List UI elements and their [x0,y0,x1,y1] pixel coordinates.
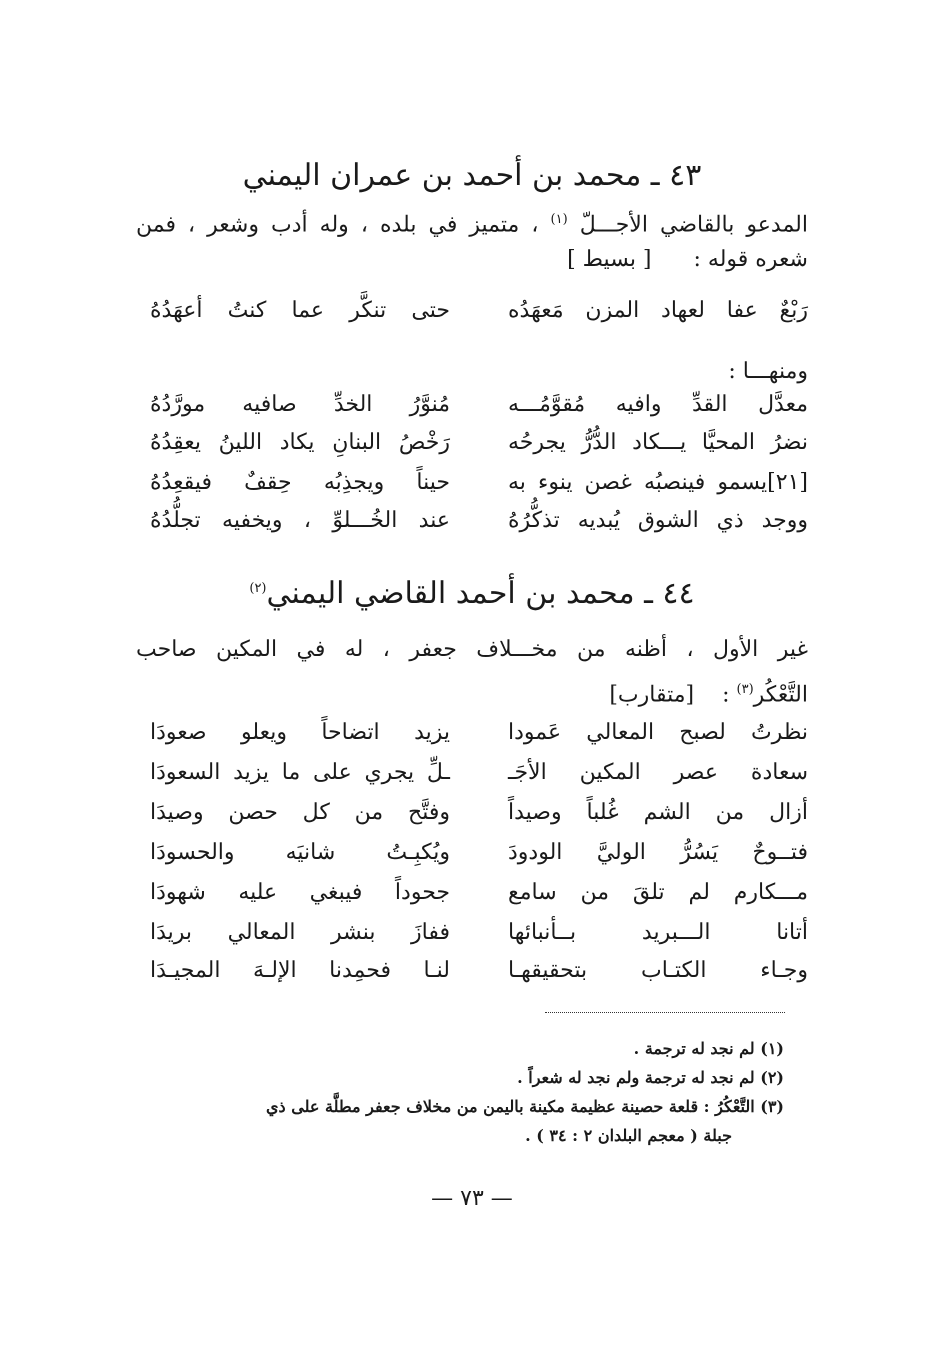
entry-44-intro-line-2-text: التَّعْكُر [753,682,808,708]
verse-hemistich-right: أتانا الـــبريد بــأنبائها [508,920,808,945]
verse-hemistich-left: حيناً ويجذِبُه حِقفٌ فيقعِدُهُ [150,470,450,495]
verse-hemistich-left: مُنوَّرُ الخدِّ صافيه مورَّدُهُ [150,392,450,417]
verse-hemistich-left: رَخْصُ البنانِ يكاد اللينُ يعقِدُهُ [150,430,450,455]
entry-43-title-text: ٤٣ ـ محمد بن أحمد بن عمران اليمني [242,158,702,193]
verse-hemistich-left: يزيد اتضاحاً ويعلو صعودَا [150,720,450,745]
footnote-1: (١) لم نجد له ترجمة . [633,1039,784,1058]
verse-hemistich-right: مـــكارم لم تلقَ من سامع [508,880,808,905]
minha-text: ومنهـــا : [728,359,808,384]
page-number-text: — ٧٣ — [431,1186,513,1211]
entry-43-intro-line-2 [136,240,808,280]
footnote-3: (٣) التَّعْكُرُ : قلعة حصينة عظيمة مكينة باليمن من مخلاف جعفر مطلَّة على ذي [266,1097,784,1116]
verse-hemistich-left: لنـا فحمِدنا الإلـهَ المجيـدَا [150,958,450,983]
verse-line [0,760,944,800]
footnotes [136,1034,784,1150]
verse-hemistich-right: أزال من الشم غُلباً وصيداً [508,800,808,825]
footnote-ref-1: (١) [550,212,568,227]
footnote-3-continuation: جبلة ( معجم البلدان ٢ : ٣٤ ) . [525,1126,732,1145]
footnote-ref-2: (٢) [249,581,267,596]
verse-line [0,880,944,920]
minha-label [136,352,808,392]
entry-43-intro-rest: ، متميز في بلده ، وله أدب وشعر ، فمن [136,212,539,238]
entry-44-title [150,576,794,611]
verse-line [0,840,944,880]
verse-hemistich-right: ووجد ذي الشوق يُبديه تذكُّرُهُ [508,508,808,533]
verse-hemistich-right: [٢١]يسمو فينصبُه غصن ينوء به [508,470,808,495]
verse-line [0,958,944,998]
footnote-2: (٢) لم نجد له ترجمة ولم نجد له شعراً . [517,1068,784,1087]
verse-line [0,470,944,510]
verse-hemistich-right: نضرُ المحيَّا يـــكاد الدُّرُّ يجرحُه [508,430,808,455]
verse-line [0,720,944,760]
verse-hemistich-right: فتــوحٌ يَسُرُّ الوليَّ الودودَ [508,840,808,865]
entry-43-intro-line-1 [136,200,808,240]
entry-44-intro-line-2 [136,670,808,710]
entry-43-verse-1 [0,298,944,338]
meter-label-mutaqarib: [متقارب] [609,682,695,708]
footnote-separator [545,1012,785,1013]
entry-44-title-text: ٤٤ ـ محمد بن أحمد القاضي اليمني [266,576,695,611]
verse-hemistich-left: وفتَّح من كل حصن وصيدَا [150,800,450,825]
verse-hemistich-left: ففازَ بنشر المعالي بريدَا [150,920,450,945]
verse-hemistich-left: ـلِّ يجري على ما يزيد السعودَا [150,760,450,785]
verse-hemistich-left: جحوداً فيبغي عليه شهودَا [150,880,450,905]
entry-44-intro-line-1: غير الأول ، أظنه من مخـــلاف جعفر ، له في المكين صاحب [136,637,808,662]
footnote-ref-3: (٣) [736,682,754,697]
meter-label-basit: [ بسيط ] [567,247,652,272]
verse-line [0,920,944,960]
verse-hemistich-right: رَبْعٌ عفا لعهاد المزن مَعهَدُه [508,298,808,323]
verse-line [0,800,944,840]
verse-line [0,430,944,470]
entry-44-intro [136,630,808,710]
verse-hemistich-right: وجـاء الكتـاب بتحقيقهـا [508,958,808,983]
entry-43-intro [136,200,808,280]
entry-43-intro-text: المدعو بالقاضي الأجـــلّ [579,212,808,238]
verse-hemistich-left: حتى تنكَّر عما كنتُ أعهَدُهُ [150,298,450,323]
page-number [0,1186,944,1211]
verse-line [0,508,944,548]
entry-43-intro-line-2-text: شعره قوله : [693,247,808,272]
verse-hemistich-left: عند الخُـــلوِّ ، ويخفيه تجلُّدُهُ [150,508,450,533]
verse-hemistich-right: نظرتُ لصبح المعالي عَمودا [508,720,808,745]
verse-hemistich-left: ويُكبِـتُ شانيَه والحسودَا [150,840,450,865]
verse-hemistich-right: سعادة عصر المكين الأجَـ [508,760,808,785]
entry-44-intro-colon: : [722,682,730,708]
verse-line [0,392,944,432]
entry-43-title [150,158,794,193]
verse-hemistich-right: معدَّل القدِّ وافيه مُقوَّمُـــه [508,392,808,417]
